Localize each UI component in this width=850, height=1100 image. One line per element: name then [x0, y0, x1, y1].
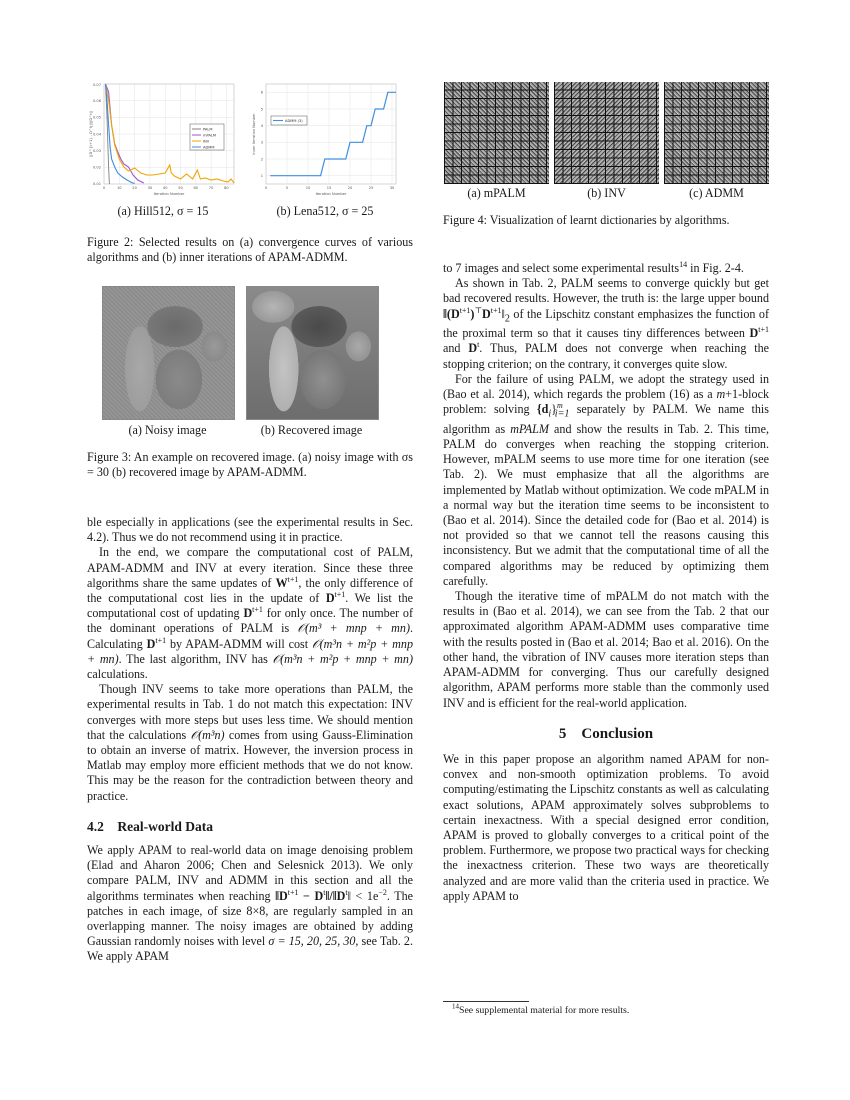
svg-text:PALM: PALM [203, 127, 213, 132]
figure4-subcaption-a: (a) mPALM [467, 186, 526, 200]
paragraph-comparison: Though the iterative time of mPALM do not match with the results in (Bao et al. 2014), we can see from the Tab. 2 that our approximated algorithm APAM-ADMM uses comparative time with the results posted in (Bao et al. 2014; Bao et al. 2016). On the other hand, the vibration of INV causes more iteration steps than APAM-ADMM for converging. Thus our carefully designed algorithm, APAM performs more stable than the commonly used INV and is efficient for the real-world application. [443, 589, 769, 710]
right-column-body [443, 261, 769, 904]
svg-text:40: 40 [162, 186, 168, 190]
svg-text:0.02: 0.02 [92, 165, 101, 170]
dictionary-mpalm [444, 82, 549, 184]
noisy-image [102, 286, 235, 420]
svg-text:10: 10 [305, 186, 311, 190]
svg-text:||D^{t+1} - D^t||/||D^t||: ||D^{t+1} - D^t||/||D^t|| [89, 111, 93, 157]
svg-text:Inner Iteration Number: Inner Iteration Number [252, 113, 256, 155]
figure2-chart-b [250, 82, 398, 200]
figure4-caption: Figure 4: Visualization of learnt dictionaries by algorithms. [443, 213, 730, 227]
svg-text:80: 80 [224, 186, 229, 190]
svg-text:20: 20 [347, 186, 353, 190]
svg-text:30: 30 [389, 186, 395, 190]
paragraph-palm-analysis: As shown in Tab. 2, PALM seems to converge quickly but get bad recovered results. However, the truth is: the large upper bound $‖(D^{t+1})^⊤D^{t+1}‖_2$ of the Lipschitz constant emphasizes the function of the proximal term so that it causes tiny differences between $D^{t+1}$ and $D^t$. Thus, PALM does not converge when reaching the stopping criterion; on the contrary, it converges quite slow. [443, 276, 769, 371]
paragraph-mpalm: For the failure of using PALM, we adopt the strategy used in (Bao et al. 2014), which regards the problem (16) as a m+1-block problem: solving $\{d_i\}^m_{i=1}$ separately by PALM. We name this algorithm as mPALM and show the results in Tab. 2. This time, PALM do converges when reaching the stopping criterion. However, mPALM seems to use more time for one iteration (see Tab. 2). We must emphasize that all the algorithms are implemented by Matlab without optimization. We code mPALM in a normal way but the iteration time seems to be inconsistent to (Bao et al. 2014). Since the detailed code for (Bao et al. 2014) is not provided so that we cannot tell the reasons causing this inconsistency. But we admit that the computational time of all the compared algorithms may be reduced by optimizing them carefully. [443, 371, 770, 588]
paragraph: ble especially in applications (see the experimental results in Sec. 4.2). Thus we do not recommend using it in practice. [87, 515, 413, 545]
figure2-subcaption-b: (b) Lena512, σ = 25 [276, 204, 374, 218]
svg-text:Iteration Number: Iteration Number [153, 192, 185, 196]
paragraph: to 7 images and select some experimental results$^{14}$ in Fig. 2-4. [443, 259, 744, 275]
svg-text:60: 60 [193, 186, 199, 190]
svg-text:Iteration Number: Iteration Number [315, 192, 347, 196]
svg-text:3: 3 [260, 140, 263, 145]
figure3-subcaption-a: (a) Noisy image [128, 423, 207, 437]
inner-iterations-plot [250, 82, 398, 200]
svg-text:70: 70 [208, 186, 214, 190]
svg-text:20: 20 [132, 186, 137, 190]
footnote: $^{14}$See supplemental material for more results. [452, 1002, 630, 1016]
svg-text:1: 1 [260, 174, 263, 178]
chart-legend [271, 116, 307, 125]
svg-text:5: 5 [285, 186, 289, 190]
svg-text:0.01: 0.01 [92, 182, 101, 186]
figure2-chart-a [88, 82, 236, 200]
paragraph-conclusion: We in this paper propose an algorithm named APAM for non-convex and non-smooth optimization problems. To avoid computing/estimating the Lipschitz constants as well as calculating exact solutions, APAM approximately solves subproblems to certain inexactness. With a special designed error condition, APAM is proved to globally converges to a critical point of the problem. Furthermore, we propose two practical ways for checking the inexactness criterion. These two ways are theoretically analyzed and are more valid than the criteria used in practice. We apply APAM to [443, 751, 769, 903]
svg-text:6: 6 [260, 90, 263, 95]
svg-text:2: 2 [260, 157, 263, 162]
svg-text:INV: INV [203, 139, 210, 144]
figure2-caption: Figure 2: Selected results on (a) convergence curves of various algorithms and (b) inner iterations of APAM-ADMM. [87, 235, 413, 265]
svg-text:10: 10 [117, 186, 122, 190]
paragraph-inv-discussion: Though INV seems to take more operations than PALM, the experimental results in Tab. 1 do not match this expectation: INV converges with more steps but uses less time. We should mention that the calculations 𝒪(m³n) comes from using Gauss-Elimination to obtain an inverse of matrix. However, the inversion process in Matlab may employ more efficient methods that we do not know. This may be the reason for the contradiction between theory and practice. [87, 682, 413, 803]
svg-text:mPALM: mPALM [203, 133, 216, 138]
dictionary-inv [554, 82, 659, 184]
svg-text:0.06: 0.06 [92, 99, 101, 103]
svg-text:15: 15 [326, 186, 332, 190]
recovered-image [246, 286, 379, 420]
figure2-subcaption-a: (a) Hill512, σ = 15 [117, 204, 209, 218]
svg-text:5: 5 [260, 107, 263, 112]
svg-text:25: 25 [368, 186, 374, 190]
figure4-subcaption-b: (b) INV [587, 186, 626, 200]
chart-legend [190, 124, 224, 150]
section-heading-4-2: 4.2 Real-world Data [87, 818, 213, 834]
svg-text:50: 50 [178, 186, 183, 190]
left-column-body [87, 515, 413, 965]
paragraph-computational-cost: In the end, we compare the computational cost of PALM, APAM-ADMM and INV at every iteration. Since these three algorithms share the same updates of $W^{t+1}$, the only difference of the computational cost lies in the update of $D^{t+1}$. We list the computational cost of updating $D^{t+1}$ for only once. The number of the dominant operations of PALM is 𝒪(m³ + mnp + mn). Calculating $D^{t+1}$ by APAM-ADMM will cost 𝒪(m³n + m²p + mnp + mn). The last algorithm, INV has 𝒪(m³n + m²p + mnp + mn) calculations. [87, 545, 414, 682]
svg-text:ADMM (3): ADMM (3) [285, 118, 303, 123]
figure3-caption: Figure 3: An example on recovered image. (a) noisy image with σs = 30 (b) recovered image by APAM-ADMM. [87, 450, 413, 480]
paragraph-real-world-data: We apply APAM to real-world data on image denoising problem (Elad and Aharon 2006; Chen and Selesnick 2013). We only compare PALM, INV and ADMM in this section and all the algorithms terminates when reaching $‖D^{t+1}$ − $D^t‖/‖D^t‖ < 1e^{-2}$. The patches in each image, of size 8×8, are regularly sampled in an overlapping manner. The noisy images are obtained by adding Gaussian randomly noises with level σ = 15, 20, 25, 30, see Tab. 2. We apply APAM [87, 843, 413, 964]
svg-text:0.07: 0.07 [92, 83, 101, 87]
svg-text:0.03: 0.03 [92, 149, 101, 153]
section-heading-conclusion: 5 Conclusion [558, 725, 654, 742]
convergence-curves-plot [88, 82, 236, 200]
figure4-subcaption-c: (c) ADMM [689, 186, 744, 200]
svg-text:0.04: 0.04 [92, 132, 101, 137]
svg-text:4: 4 [260, 124, 263, 128]
figure3-subcaption-b: (b) Recovered image [260, 423, 363, 437]
svg-text:0: 0 [264, 186, 268, 190]
svg-text:ADMM: ADMM [203, 145, 215, 150]
svg-text:30: 30 [147, 186, 153, 190]
svg-text:0.05: 0.05 [92, 115, 101, 120]
svg-text:0: 0 [102, 186, 106, 190]
footnote-ref[interactable]: 14 [679, 259, 688, 269]
dictionary-admm [664, 82, 769, 184]
